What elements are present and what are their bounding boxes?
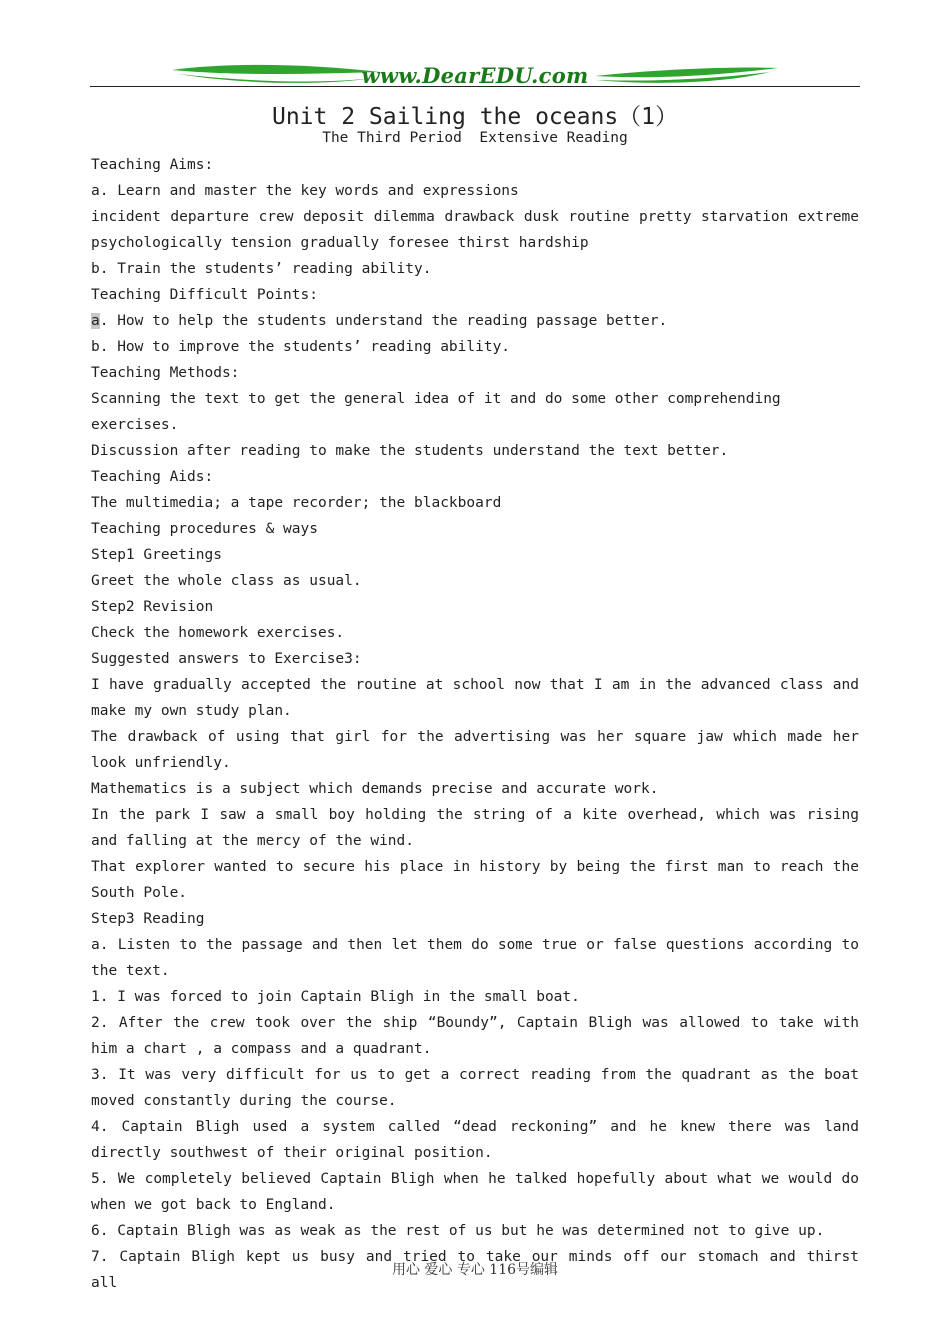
text-line: Step1 Greetings xyxy=(91,547,222,563)
text-line: incident departure crew deposit dilemma drawback dusk routine pretty starvation extreme psychologically tension gradually foresee thirst hardship xyxy=(91,209,868,251)
text-line: 7. Captain Bligh kept us busy and tried to take our minds off our stomach and thirst all xyxy=(91,1249,868,1291)
site-logo-text[interactable]: www.DearEDU.com xyxy=(361,63,589,88)
text-line: 2. After the crew took over the ship “Boundy”, Captain Bligh was allowed to take with him a chart , a compass and a quadrant. xyxy=(91,1015,868,1057)
text-line: Teaching Methods: xyxy=(91,365,240,381)
text-line: The multimedia; a tape recorder; the blackboard xyxy=(91,495,502,511)
text-line: In the park I saw a small boy holding the string of a kite overhead, which was rising and falling at the mercy of the wind. xyxy=(91,807,868,849)
page-footer: 用心 爱心 专心 116号编辑 xyxy=(391,1262,559,1278)
document-subtitle: The Third Period Extensive Reading xyxy=(322,130,628,146)
text-line: I have gradually accepted the routine at school now that I am in the advanced class and make my own study plan. xyxy=(91,677,868,719)
text-cursor-highlight[interactable]: a xyxy=(91,313,100,329)
text-line: The drawback of using that girl for the advertising was her square jaw which made her look unfriendly. xyxy=(91,729,868,771)
text-line: Suggested answers to Exercise3: xyxy=(91,651,362,667)
text-line: 4. Captain Bligh used a system called “dead reckoning” and he knew there was land directly southwest of their original position. xyxy=(91,1119,868,1161)
text-line: b. Train the students’ reading ability. xyxy=(91,261,432,277)
text-line: Scanning the text to get the general idea of it and do some other comprehending exercises. xyxy=(91,391,790,433)
text-line: Teaching Aims: xyxy=(91,157,214,173)
text-line: 6. Captain Bligh was as weak as the rest of us but he was determined not to give up. xyxy=(91,1223,825,1239)
text-line: 1. I was forced to join Captain Bligh in the small boat. xyxy=(91,989,580,1005)
page-header xyxy=(90,62,860,90)
text-line xyxy=(91,308,859,334)
text-line: 5. We completely believed Captain Bligh when he talked hopefully about what we would do when we got back to England. xyxy=(91,1171,868,1213)
text-line: Step2 Revision xyxy=(91,599,214,615)
text-line: b. How to improve the students’ reading ability. xyxy=(91,339,511,355)
text-line-rest: . How to help the students understand the reading passage better. xyxy=(99,313,668,329)
text-line: Teaching procedures & ways xyxy=(91,521,318,537)
text-line: Teaching Aids: xyxy=(91,469,214,485)
text-line: That explorer wanted to secure his place in history by being the first man to reach the South Pole. xyxy=(91,859,868,901)
text-line: Mathematics is a subject which demands precise and accurate work. xyxy=(91,781,659,797)
text-line: Discussion after reading to make the students understand the text better. xyxy=(91,443,729,459)
text-line: Check the homework exercises. xyxy=(91,625,345,641)
header-rule xyxy=(90,86,860,87)
text-line: Step3 Reading xyxy=(91,911,205,927)
text-line: a. Listen to the passage and then let them do some true or false questions according to the text. xyxy=(91,937,868,979)
text-line: a. Learn and master the key words and expressions xyxy=(91,183,519,199)
document-title: Unit 2 Sailing the oceans（1） xyxy=(271,104,679,130)
text-line: Greet the whole class as usual. xyxy=(91,573,362,589)
document-body xyxy=(91,152,868,1296)
text-line: 3. It was very difficult for us to get a correct reading from the quadrant as the boat moved constantly during the course. xyxy=(91,1067,868,1109)
text-line: Teaching Difficult Points: xyxy=(91,287,318,303)
